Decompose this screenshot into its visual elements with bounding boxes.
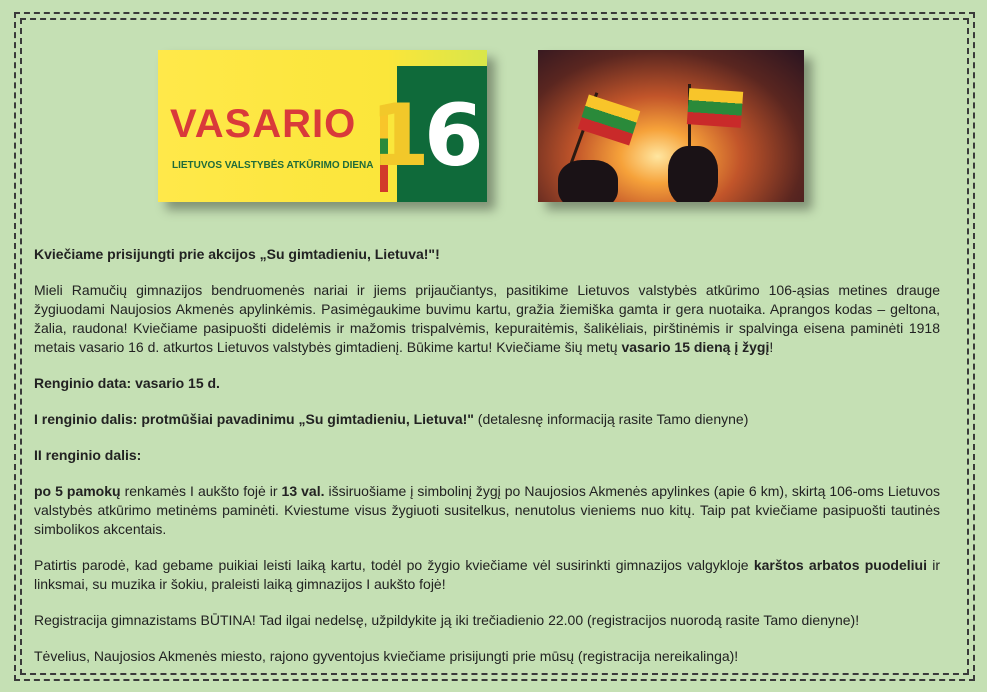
paragraph-intro: Mieli Ramučių gimnazijos bendruomenės nariai ir jiems prijaučiantys, pasitikime Lietuvos valstybės atkūrimo 106-ąsias metines drauge žygiuodami Naujosios Akmenės apylinkėmis. Pasimėgaukime buvimu kartu, gražia žiemiška gamta ir gera nuotaika. Aprangos kodas – geltona, žalia, raudona! Kviečiame pasipuošti didelėmis ir mažomis trispalvėmis, kepuraitėmis, šalikėliais, pirštinėmis ir spalvinga eisena paminėti 1918 metais vasario 16 d. atkurtos Lietuvos valstybės gimtadienį. Būkime kartu! Kviečiame šių metų vasario 15 dieną į žygį! <box>34 282 940 355</box>
event-date: Renginio data: vasario 15 d. <box>34 375 220 391</box>
lithuanian-flags-photo <box>538 50 804 202</box>
banner-subtitle: LIETUVOS VALSTYBĖS ATKŪRIMO DIENA <box>172 160 374 171</box>
paragraph-parents: Tėvelius, Naujosios Akmenės miesto, rajono gyventojus kviečiame prisijungti prie mūsų (registracija nereikalinga)! <box>34 648 739 664</box>
headline: Kviečiame prisijungti prie akcijos „Su gimtadieniu, Lietuva!"! <box>34 246 440 262</box>
paragraph-tea: Patirtis parodė, kad gebame puikiai leisti laiką kartu, todėl po žygio kviečiame vėl susirinkti gimnazijos valgykloje karštos arbatos puodeliui ir linksmai, su muzika ir šokiu, praleisti laiką gimnazijos I aukšto fojė! <box>34 557 940 592</box>
paragraph-hike: po 5 pamokų renkamės I aukšto fojė ir 13 val. išsiruošiame į simbolinį žygį po Naujosios Akmenės apylinkes (apie 6 km), skirtą 106-oms Lietuvos valstybės atkūrimo metinėms paminėti. Kviestume visus žygiuoti susitelkus, nenutolus vieniems nuo kitų. Taip pat kviečiame pasipuošti tautinės simbolikos akcentais. <box>34 483 940 537</box>
event-part-2: II renginio dalis: <box>34 447 142 463</box>
article-body <box>34 245 940 683</box>
banner-number: 16 <box>370 86 478 186</box>
paragraph-registration: Registracija gimnazistams BŪTINA! Tad ilgai nedelsę, užpildykite ją iki trečiadienio 22.00 (registracijos nuorodą rasite Tamo dienyne)! <box>34 612 860 628</box>
banner-title: VASARIO <box>170 102 357 146</box>
flag-icon <box>578 95 640 146</box>
event-part-1: I renginio dalis: protmūšiai pavadinimu „Su gimtadieniu, Lietuva!" (detalesnę informaciją rasite Tamo dienyne) <box>34 411 749 427</box>
vasario-16-banner <box>158 50 487 202</box>
flag-icon <box>687 88 743 128</box>
